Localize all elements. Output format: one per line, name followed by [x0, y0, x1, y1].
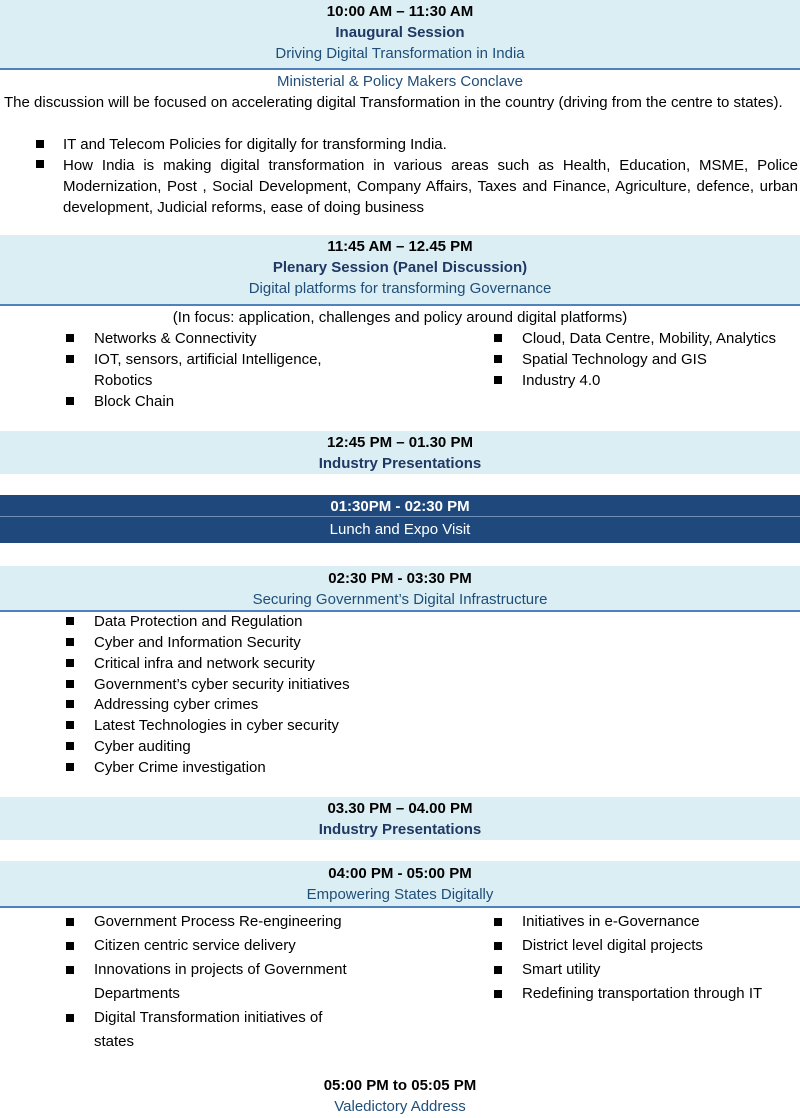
bullet-icon	[494, 990, 502, 998]
states-left-item: Innovations in projects of Government Departments	[94, 961, 347, 1002]
plenary-title: Plenary Session (Panel Discussion)	[272, 259, 528, 276]
industry2-title: Industry Presentations	[318, 821, 482, 838]
industry-time: 12:45 PM – 01.30 PM	[327, 434, 473, 451]
bullet-icon	[66, 617, 74, 625]
security-bullet: Critical infra and network security	[94, 655, 315, 672]
bullet-icon	[66, 397, 74, 405]
section-divider	[0, 906, 800, 908]
inaugural-bullet: IT and Telecom Policies for digitally for transforming India.	[63, 136, 447, 153]
bullet-icon	[66, 680, 74, 688]
security-bullet: Government’s cyber security initiatives	[94, 676, 350, 693]
inaugural-time: 10:00 AM – 11:30 AM	[326, 3, 474, 20]
bullet-icon	[66, 334, 74, 342]
industry2-time: 03.30 PM – 04.00 PM	[327, 800, 473, 817]
states-right-item: Redefining transportation through IT	[522, 985, 763, 1002]
lunch-title: Lunch and Expo Visit	[329, 521, 471, 538]
bullet-icon	[36, 140, 44, 148]
plenary-left-item: IOT, sensors, artificial Intelligence, Robotics	[94, 351, 322, 389]
bullet-icon	[494, 355, 502, 363]
security-time: 02:30 PM - 03:30 PM	[328, 570, 472, 587]
states-subtitle: Empowering States Digitally	[306, 886, 494, 903]
bullet-icon	[66, 355, 74, 363]
states-right-item: Smart utility	[522, 961, 601, 978]
bullet-icon	[66, 742, 74, 750]
bullet-icon	[494, 376, 502, 384]
bullet-icon	[494, 966, 502, 974]
inaugural-intro: The discussion will be focused on accelerating digital Transformation in the country (driving from the centre to states).	[4, 94, 783, 111]
inaugural-title: Inaugural Session	[335, 24, 465, 41]
plenary-right-item: Industry 4.0	[522, 372, 601, 389]
plenary-left-item: Block Chain	[94, 393, 175, 410]
bullet-icon	[66, 942, 74, 950]
inaugural-bullet: How India is making digital transformation in various areas such as Health, Education, MSME, Police Modernization, Post , Social Development, Company Affairs, Taxes and Finance, Agriculture, defence, urban development, Judicial reforms, ease of doing business	[63, 157, 798, 216]
lunch-time: 01:30PM - 02:30 PM	[330, 498, 470, 515]
bullet-icon	[36, 160, 44, 168]
bullet-icon	[66, 1014, 74, 1022]
section-divider	[0, 304, 800, 306]
bullet-icon	[66, 700, 74, 708]
security-subtitle: Securing Government’s Digital Infrastructure	[252, 591, 548, 608]
plenary-right-item: Cloud, Data Centre, Mobility, Analytics	[522, 330, 776, 347]
plenary-right-item: Spatial Technology and GIS	[522, 351, 707, 368]
states-right-item: District level digital projects	[522, 937, 703, 954]
plenary-focus: (In focus: application, challenges and policy around digital platforms)	[172, 309, 628, 326]
bullet-icon	[66, 763, 74, 771]
valedictory-title: Valedictory Address	[334, 1098, 466, 1115]
states-time: 04:00 PM - 05:00 PM	[328, 865, 472, 882]
plenary-time: 11:45 AM – 12.45 PM	[327, 238, 473, 255]
security-bullet: Data Protection and Regulation	[94, 613, 303, 630]
industry-title: Industry Presentations	[318, 455, 482, 472]
valedictory-time: 05:00 PM to 05:05 PM	[323, 1077, 477, 1094]
security-bullet: Latest Technologies in cyber security	[94, 717, 339, 734]
bullet-icon	[66, 638, 74, 646]
security-bullet: Cyber and Information Security	[94, 634, 301, 651]
security-bullet: Addressing cyber crimes	[94, 696, 259, 713]
security-bullet: Cyber Crime investigation	[94, 759, 266, 776]
states-left-item: Government Process Re-engineering	[94, 913, 342, 930]
conclave-title: Ministerial & Policy Makers Conclave	[277, 73, 523, 90]
bullet-icon	[66, 721, 74, 729]
bullet-icon	[494, 942, 502, 950]
plenary-left-item: Networks & Connectivity	[94, 330, 257, 347]
bullet-icon	[66, 659, 74, 667]
states-right-item: Initiatives in e-Governance	[522, 913, 700, 930]
inaugural-subtitle: Driving Digital Transformation in India	[275, 45, 525, 62]
states-left-item: Citizen centric service delivery	[94, 937, 296, 954]
plenary-subtitle: Digital platforms for transforming Governance	[248, 280, 552, 297]
security-bullet: Cyber auditing	[94, 738, 191, 755]
bullet-icon	[494, 918, 502, 926]
bullet-icon	[66, 966, 74, 974]
section-divider	[0, 68, 800, 70]
bullet-icon	[66, 918, 74, 926]
bullet-icon	[494, 334, 502, 342]
states-left-item: Digital Transformation initiatives of states	[94, 1009, 323, 1050]
